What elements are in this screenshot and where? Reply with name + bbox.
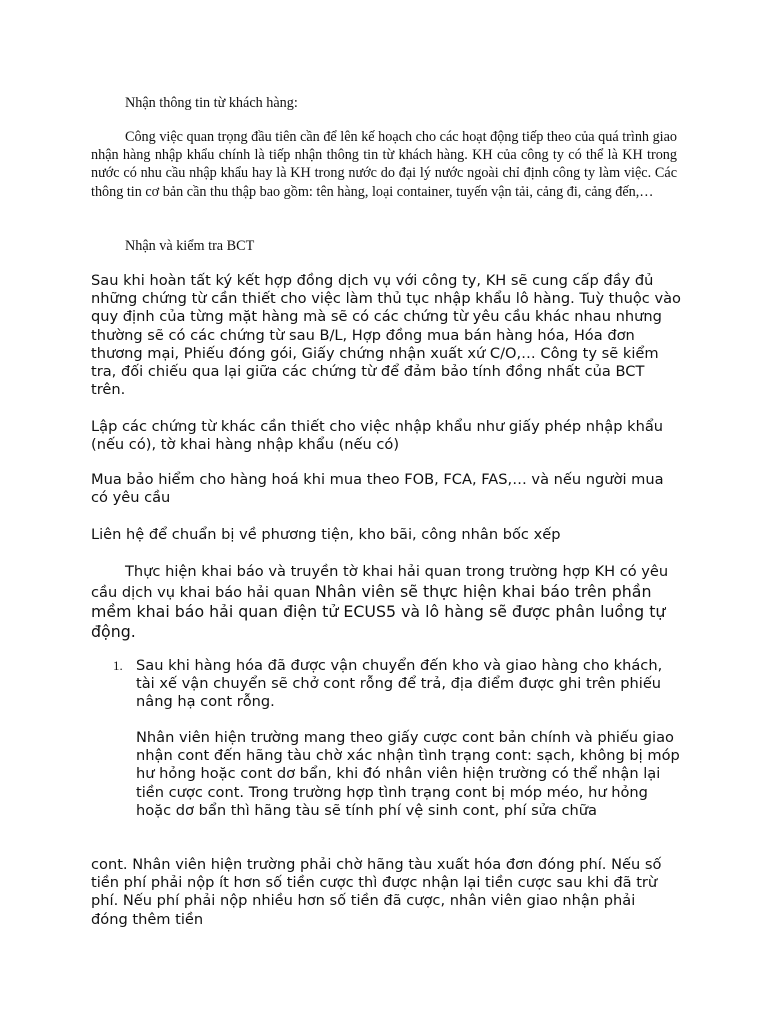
paragraph-customs-declaration [91,561,683,641]
customs-declaration-text-part1: Thực hiện khai báo và truyền tờ khai hải quan trong trường hợp KH có yêu cầu dịch vụ khai báo hải quan [91,563,669,601]
list-item-return-container: Sau khi hàng hóa đã được vận chuyển đến kho và giao hàng cho khách, tài xế vận chuyển sẽ chở cont rỗng để trả, địa điểm được ghi trên phiếu nâng hạ cont rỗng. [136,657,663,711]
paragraph-check-documents: Sau khi hoàn tất ký kết hợp đồng dịch vụ với công ty, KH sẽ cung cấp đầy đủ những chứng từ cần thiết cho việc làm thủ tục nhập khẩu lô hàng. Tuỳ thuộc vào quy định của từng mặt hàng mà sẽ có các chứng từ yêu cầu khác nhau nhưng thường sẽ có các chứng từ sau B/L, Hợp đồng mua bán hàng hóa, Hóa đơn thương mại, Phiếu đóng gói, Giấy chứng nhận xuất xứ C/O,… Công ty sẽ kiểm tra, đối chiếu qua lại giữa các chứng từ để đảm bảo tính đồng nhất của BCT trên. [91,272,681,399]
paragraph-receive-info: Công việc quan trọng đầu tiên cần để lên kế hoạch cho các hoạt động tiếp theo của quá trình giao nhận hàng nhập khẩu chính là tiếp nhận thông tin từ khách hàng. KH của công ty có thể là KH trong nước có nhu cầu nhập khẩu hay là KH trong nước do đại lý nước ngoài chỉ định công ty làm việc. Các thông tin cơ bản cần thu thập bao gồm: tên hàng, loại container, tuyến vận tải, cảng đi, cảng đến,… [91,129,677,200]
list-item-container-deposit: Nhân viên hiện trường mang theo giấy cược cont bản chính và phiếu giao nhận cont đến hãng tàu chờ xác nhận tình trạng cont: sạch, không bị móp hư hỏng hoặc cont dơ bẩn, khi đó nhân viên hiện trường có thể nhận lại tiền cược cont. Trong trường hợp tình trạng cont bị móp méo, hư hỏng hoặc dơ bẩn thì hãng tàu sẽ tính phí vệ sinh cont, phí sửa chữa [136,729,680,819]
section-heading-check-documents: Nhận và kiểm tra BCT [125,238,255,254]
paragraph-buy-insurance: Mua bảo hiểm cho hàng hoá khi mua theo FOB, FCA, FAS,… và nếu người mua có yêu cầu [91,471,664,507]
customs-declaration-text-part2: Nhân viên sẽ thực hiện khai báo trên phần mềm khai báo hải quan điện tử ECUS5 và lô hàng sẽ được phân luồng tự động. [91,581,666,641]
paragraph-prepare-documents: Lập các chứng từ khác cần thiết cho việc nhập khẩu như giấy phép nhập khẩu (nếu có), tờ khai hàng nhập khẩu (nếu có) [91,418,664,454]
section-heading-receive-info: Nhận thông tin từ khách hàng: [125,95,298,111]
paragraph-deposit-settlement: cont. Nhân viên hiện trường phải chờ hãng tàu xuất hóa đơn đóng phí. Nếu số tiền phí phải nộp ít hơn số tiền cược thì được nhận lại tiền cược sau khi đã trừ phí. Nếu phí phải nộp nhiều hơn số tiền đã cược, nhân viên giao nhận phải đóng thêm tiền [91,856,662,928]
numbered-list [91,657,691,842]
paragraph-arrange-transport: Liên hệ để chuẩn bị về phương tiện, kho bãi, công nhân bốc xếp [91,526,561,543]
list-number: 1. [113,658,123,673]
